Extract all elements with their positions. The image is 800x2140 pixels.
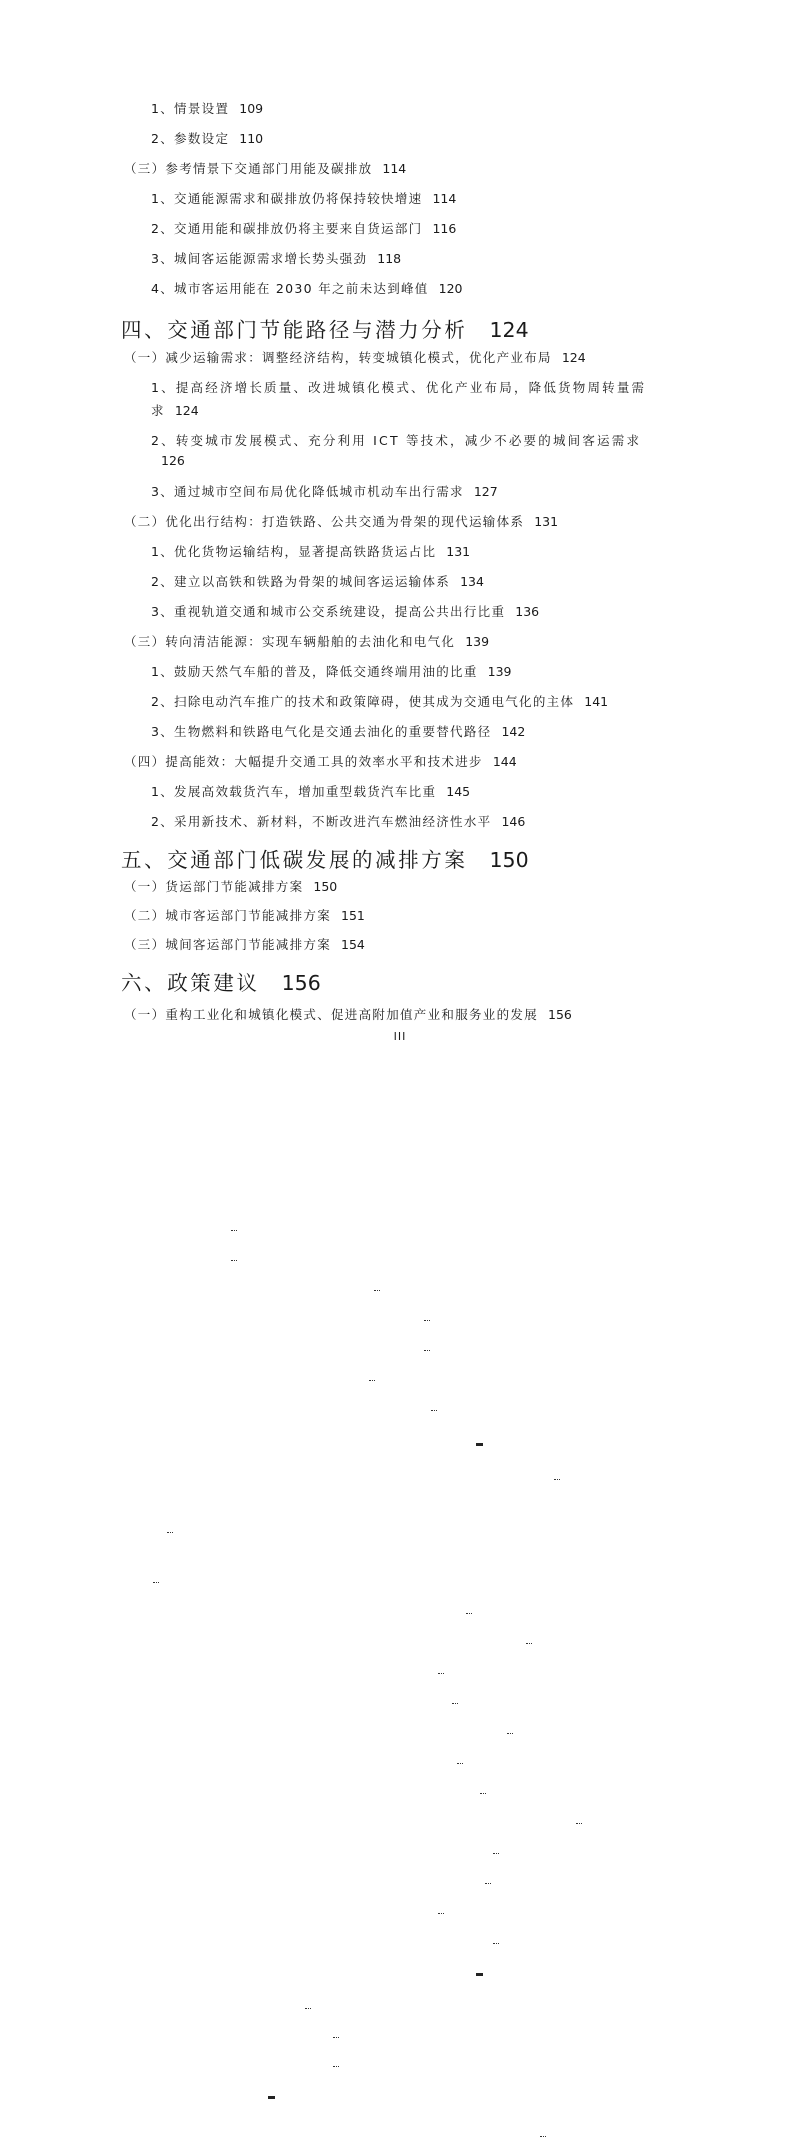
toc-entry-label: 2、建立以高铁和铁路为骨架的城间客运运输体系: [151, 572, 450, 590]
toc-page-number: 131: [534, 514, 800, 1647]
page-footer-number: III: [0, 1030, 800, 1043]
toc-page-number: 139: [488, 664, 800, 1797]
toc-entry-label: 4、城市客运用能在 2030 年之前未达到峰值: [151, 279, 429, 297]
toc-entry-label: 1、交通能源需求和碳排放仍将保持较快增速: [151, 189, 422, 207]
toc-entry-label: （三）参考情景下交通部门用能及碳排放: [124, 159, 372, 177]
toc-entry-label: （三）城间客运部门节能减排方案: [124, 935, 331, 953]
toc-page-number: 110: [239, 131, 800, 1264]
toc-page-number: 139: [465, 634, 800, 1767]
toc-entry-label: （一）减少运输需求：调整经济结构，转变城镇化模式，优化产业布局: [124, 348, 552, 366]
toc-entry-label: 2、参数设定: [151, 129, 229, 147]
toc-entry-label: 2、扫除电动汽车推广的技术和政策障碍，使其成为交通电气化的主体: [151, 692, 574, 710]
toc-page-number: 126: [161, 453, 800, 1586]
toc-page-number: 116: [432, 221, 800, 1354]
toc-page-number: 145: [446, 784, 800, 1917]
toc-page-number: 144: [493, 754, 800, 1887]
toc-page-number: 131: [446, 544, 800, 1677]
toc-entry-label: 2、转变城市发展模式、充分利用 ICT 等技术，减少不必要的城间客运需求: [151, 431, 641, 449]
toc-page-number: 156: [282, 971, 800, 2104]
toc-page-number: 150: [313, 879, 800, 2012]
toc-page-number: 142: [501, 724, 800, 1857]
toc-page-number: 124: [175, 403, 800, 1536]
toc-entry-label-cont: 求: [151, 401, 165, 419]
toc-entry-label: （一）货运部门节能减排方案: [124, 877, 303, 895]
toc-entry-label: （二）城市客运部门节能减排方案: [124, 906, 331, 924]
toc-page-number: 127: [474, 484, 800, 1617]
toc-entry-label: 1、情景设置: [151, 99, 229, 117]
toc-entry-ict-travel[interactable]: [151, 431, 677, 449]
toc-page-number: 114: [382, 161, 800, 1294]
toc-page-number: 136: [515, 604, 800, 1737]
toc-entry-label: 1、发展高效载货汽车，增加重型载货汽车比重: [151, 782, 436, 800]
toc-page-number: 151: [341, 908, 800, 2041]
toc-page-number: 134: [460, 574, 800, 1707]
toc-chapter-label: 六、政策建议: [121, 966, 260, 996]
toc-entry-label: 3、生物燃料和铁路电气化是交通去油化的重要替代路径: [151, 722, 491, 740]
toc-page-number: 150: [490, 848, 800, 1981]
toc-entry-label: 2、交通用能和碳排放仍将主要来自货运部门: [151, 219, 422, 237]
toc-page-number: 146: [501, 814, 800, 1947]
toc-chapter-label: 四、交通部门节能路径与潜力分析: [121, 313, 468, 343]
toc-page-number: 124: [490, 318, 800, 1451]
toc-entry-label: 1、提高经济增长质量、改进城镇化模式、优化产业布局，降低货物周转量需: [151, 378, 646, 396]
toc-page-number: 124: [562, 350, 800, 1483]
toc-page-number: 141: [584, 694, 800, 1827]
toc-entry-improve-growth-quality[interactable]: [151, 378, 677, 396]
toc-page-number: 118: [377, 251, 800, 1384]
toc-entry-label: 1、优化货物运输结构，显著提高铁路货运占比: [151, 542, 436, 560]
toc-page-number: 114: [432, 191, 800, 1324]
toc-chapter-label: 五、交通部门低碳发展的减排方案: [121, 843, 468, 873]
toc-entry-label: 1、鼓励天然气车船的普及，降低交通终端用油的比重: [151, 662, 478, 680]
toc-entry-label: 2、采用新技术、新材料，不断改进汽车燃油经济性水平: [151, 812, 491, 830]
toc-entry-label: 3、城间客运能源需求增长势头强劲: [151, 249, 367, 267]
toc-entry-restructure-industrialization[interactable]: [124, 1005, 677, 2140]
toc-page-number: 109: [239, 101, 800, 1234]
toc-entry-label: 3、通过城市空间布局优化降低城市机动车出行需求: [151, 482, 464, 500]
toc-entry-label: （三）转向清洁能源：实现车辆船舶的去油化和电气化: [124, 632, 455, 650]
toc-page-number: 156: [548, 1007, 800, 2140]
toc-entry-label: （四）提高能效：大幅提升交通工具的效率水平和技术进步: [124, 752, 483, 770]
toc-entry-label: （一）重构工业化和城镇化模式、促进高附加值产业和服务业的发展: [124, 1005, 538, 1023]
toc-page-number: 154: [341, 937, 800, 2070]
dot-leader: [540, 2135, 546, 2137]
toc-entry-label: （二）优化出行结构：打造铁路、公共交通为骨架的现代运输体系: [124, 512, 524, 530]
toc-page-number: 120: [439, 281, 800, 1414]
toc-entry-label: 3、重视轨道交通和城市公交系统建设，提高公共出行比重: [151, 602, 505, 620]
